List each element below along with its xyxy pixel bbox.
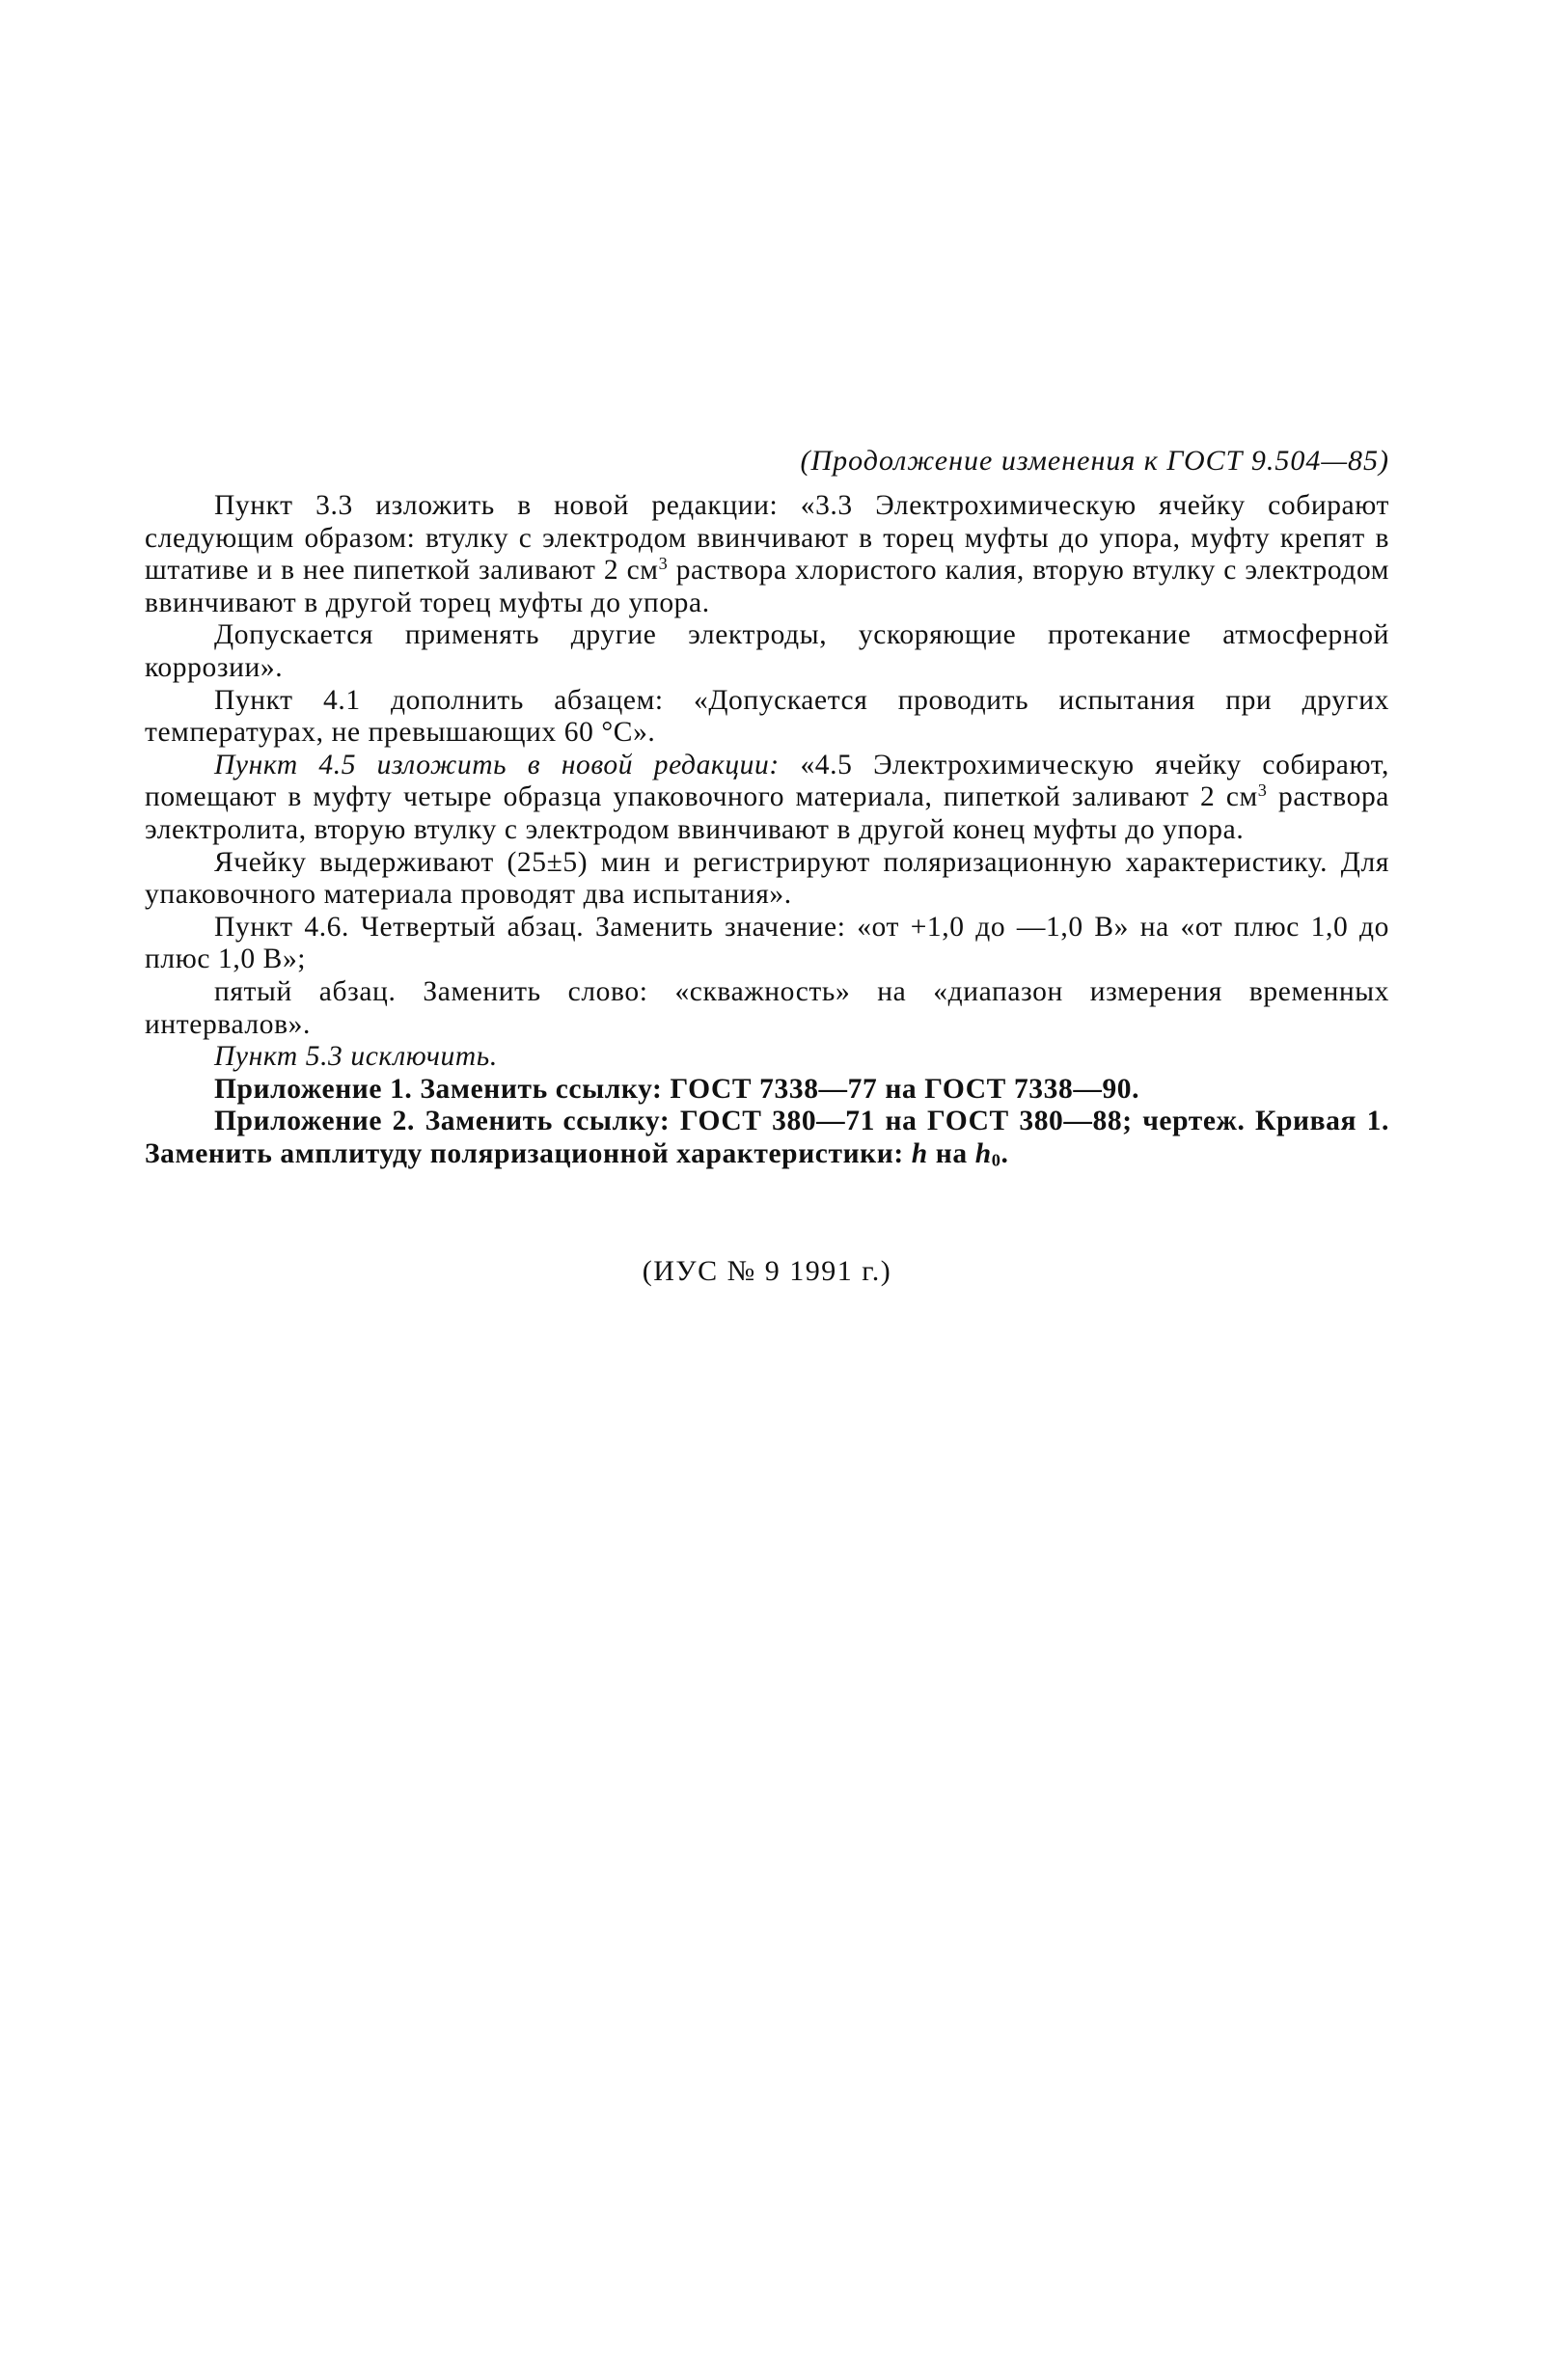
text-span: на xyxy=(927,1137,975,1169)
subscript: 0 xyxy=(991,1150,1001,1170)
paragraph-item-3-3 xyxy=(145,490,1389,619)
text-span: Ячейку выдерживают (25±5) мин и регистрируют поляризационную характеристику. Для упаковочного материала проводят два испытания». xyxy=(145,846,1389,911)
italic-lead: Пункт 4.5 изложить в новой редакции: xyxy=(214,749,780,780)
text-span: Допускается применять другие электроды, ускоряющие протекание атмосферной коррозии». xyxy=(145,619,1389,683)
superscript: 3 xyxy=(1257,780,1268,801)
text-span: пятый абзац. Заменить слово: «скважность» на «диапазон измерения временных интервалов». xyxy=(145,975,1389,1040)
text-span: «4.5 Электрохимическую ячейку собирают, помещают в муфту четыре образца упаковочного материала, пипеткой заливают 2 см xyxy=(145,749,1389,813)
superscript: 3 xyxy=(658,554,669,574)
paragraph-appendix-1 xyxy=(145,1074,1389,1107)
paragraph-cell-hold xyxy=(145,847,1389,912)
paragraph-item-5-3 xyxy=(145,1041,1389,1074)
text-span: Пункт 5.3 исключить. xyxy=(214,1041,498,1073)
symbol-h: h xyxy=(911,1137,928,1169)
paragraph-fifth-abzac xyxy=(145,976,1389,1041)
text-span: . xyxy=(1000,1137,1009,1169)
paragraph-item-4-6 xyxy=(145,912,1389,976)
text-span: Пункт 3.3 изложить в новой редакции: «3.3 Электрохимическую ячейку собирают следующим образом: втулку с электродом ввинчивают в торец муфты до упора, муфту крепят в штативе и в нее пипеткой заливают 2 см xyxy=(145,490,1389,587)
text-span: раствора хлористого калия, вторую втулку с электродом ввинчивают в другой торец муфты до упора. xyxy=(145,555,1389,618)
text-span: Пункт 4.1 дополнить абзацем: «Допускается проводить испытания при других температурах, не превышающих 60 °С». xyxy=(145,684,1389,749)
source-reference: (ИУС № 9 1991 г.) xyxy=(642,1255,892,1287)
text-span: Приложение 2. Заменить ссылку: ГОСТ 380—71 на ГОСТ 380—88; чертеж. Кривая 1. Заменить амплитуду поляризационной характеристики: xyxy=(145,1106,1389,1169)
text-span: раствора электролита, вторую втулку с электродом ввинчивают в другой конец муфты до упора. xyxy=(145,781,1389,845)
symbol-h0: h xyxy=(974,1137,992,1169)
paragraph-item-4-5 xyxy=(145,750,1389,847)
paragraph-electrodes xyxy=(145,619,1389,684)
page-header: (Продолжение изменения к ГОСТ 9.504—85) xyxy=(800,445,1389,477)
text-span: Пункт 4.6. Четвертый абзац. Заменить значение: «от +1,0 до —1,0 В» на «от плюс 1,0 до плюс 1,0 В»; xyxy=(145,911,1389,975)
paragraph-appendix-2 xyxy=(145,1106,1389,1170)
text-span: Приложение 1. Заменить ссылку: ГОСТ 7338—77 на ГОСТ 7338—90. xyxy=(214,1073,1140,1105)
paragraph-item-4-1 xyxy=(145,685,1389,750)
amendment-text xyxy=(145,490,1389,1170)
